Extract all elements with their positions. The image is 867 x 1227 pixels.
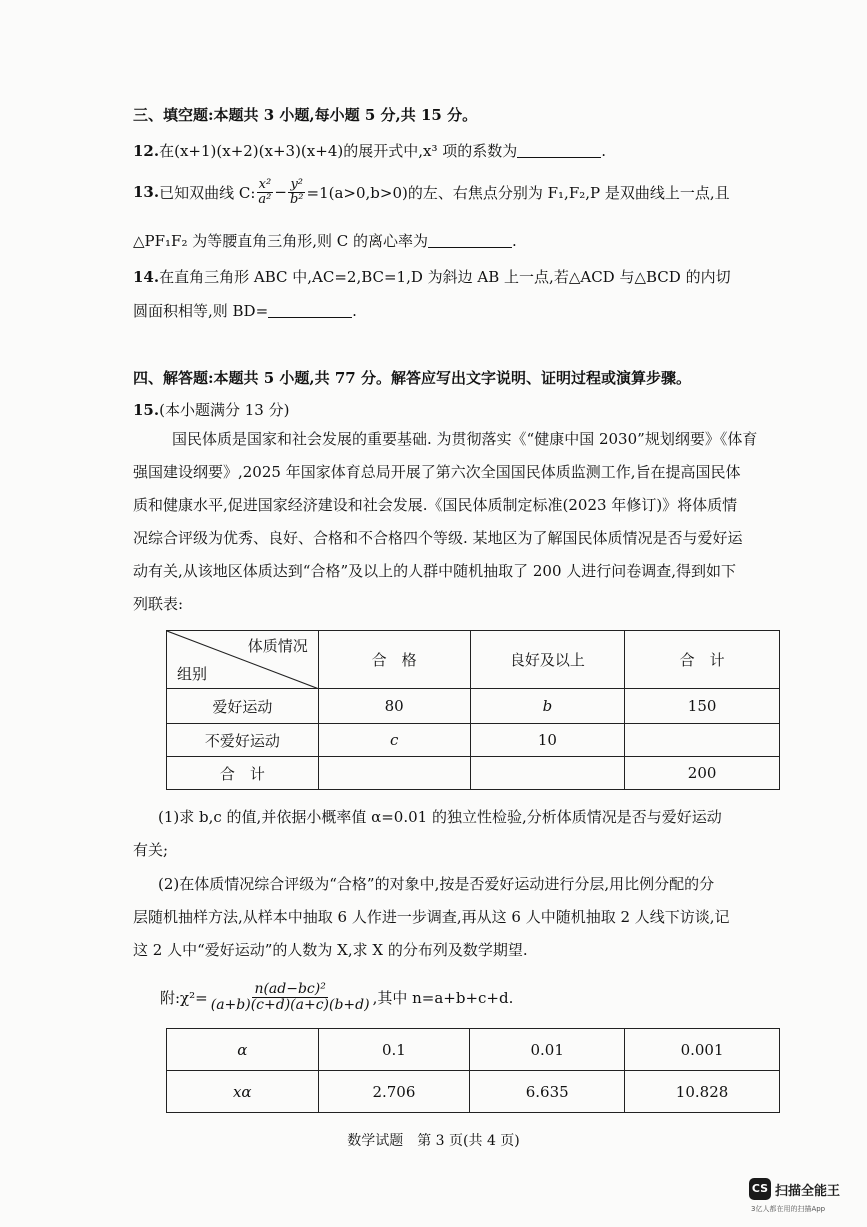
- question-number: 13.: [133, 183, 160, 201]
- table-cell: xα: [167, 1071, 319, 1113]
- table-cell: 80: [318, 689, 470, 724]
- fraction-numerator: y²: [290, 176, 304, 192]
- row-label: 合 计: [167, 757, 319, 790]
- question-number: 15.: [133, 401, 160, 419]
- question-13: [133, 172, 730, 212]
- part-2-line: (2)在体质情况综合评级为“合格”的对象中,按是否爱好运动进行分层,用比例分配的分: [158, 875, 715, 893]
- intro-line: 况综合评级为优秀、良好、合格和不合格四个等级. 某地区为了解国民体质情况是否与爱好运: [133, 529, 743, 547]
- answer-blank: [517, 142, 601, 158]
- question-text: 在直角三角形 ABC 中,AC=2,BC=1,D 为斜边 AB 上一点,若△ACD 与△BCD 的内切: [159, 268, 731, 286]
- fraction-numerator: x²: [258, 176, 272, 192]
- part-2-line: 这 2 人中“爱好运动”的人数为 X,求 X 的分布列及数学期望.: [133, 941, 528, 959]
- page-footer: 数学试题 第 3 页(共 4 页): [347, 1133, 520, 1149]
- intro-line: 国民体质是国家和社会发展的重要基础. 为贯彻落实《“健康中国 2030”规划纲要》《体育: [172, 430, 758, 448]
- table-cell: b: [470, 689, 625, 724]
- table-cell: α: [167, 1029, 319, 1071]
- table-cell: 10: [470, 724, 625, 757]
- corner-bottom-label: 组别: [177, 665, 208, 683]
- table-header: 合 格: [318, 631, 470, 689]
- question-15-header: [133, 399, 289, 420]
- contingency-table: [166, 630, 780, 790]
- table-cell: 150: [625, 689, 780, 724]
- question-number: 14.: [133, 268, 160, 286]
- question-text: 已知双曲线 C:: [159, 183, 256, 202]
- answer-blank: [268, 302, 352, 318]
- part-1-line: 有关;: [133, 841, 169, 859]
- table-cell: 2.706: [318, 1071, 470, 1113]
- table-cell: [318, 757, 470, 790]
- formula-numerator: n(ad−bc)²: [254, 980, 326, 997]
- table-header: 合 计: [625, 631, 780, 689]
- fraction-denominator: b²: [289, 191, 304, 207]
- table-cell: 0.001: [625, 1029, 780, 1071]
- fraction-y2-b2: [288, 178, 306, 206]
- answer-blank: [428, 232, 512, 248]
- question-text: △PF₁F₂ 为等腰直角三角形,则 C 的离心率为: [133, 232, 429, 250]
- table-row: [167, 1029, 780, 1071]
- formula-fraction: [209, 982, 372, 1012]
- watermark-name: 扫描全能王: [775, 1184, 841, 1199]
- section-4-heading: 四、解答题:本题共 5 小题,共 77 分。解答应写出文字说明、证明过程或演算步骤。: [133, 369, 691, 387]
- period: .: [352, 302, 357, 320]
- row-label: 爱好运动: [167, 689, 319, 724]
- table-header: 良好及以上: [470, 631, 625, 689]
- scanner-watermark: [749, 1178, 859, 1218]
- fraction-x2-a2: [256, 178, 273, 206]
- camscanner-logo-icon: CS: [749, 1178, 771, 1200]
- intro-line: 质和健康水平,促进国家经济建设和社会发展.《国民体质制定标准(2023 年修订)》将体质情: [133, 496, 738, 514]
- corner-top-label: 体质情况: [247, 637, 308, 655]
- table-row: [167, 689, 780, 724]
- question-14-line-2: [133, 300, 357, 321]
- table-cell: c: [318, 724, 470, 757]
- table-row: [167, 724, 780, 757]
- table-cell: 0.1: [318, 1029, 470, 1071]
- minus-sign: −: [274, 183, 287, 201]
- question-12: [133, 140, 606, 161]
- question-text: =1(a>0,b>0)的左、右焦点分别为 F₁,F₂,P 是双曲线上一点,且: [306, 183, 730, 202]
- period: .: [512, 232, 517, 250]
- formula-prefix: 附:χ²=: [160, 988, 208, 1007]
- formula-denominator: (a+b)(c+d)(a+c)(b+d): [210, 996, 370, 1013]
- question-14: [133, 266, 731, 287]
- table-cell: [625, 724, 780, 757]
- table-cell: 0.01: [470, 1029, 625, 1071]
- section-3-heading: 三、填空题:本题共 3 小题,每小题 5 分,共 15 分。: [133, 106, 478, 124]
- intro-line: 强国建设纲要》,2025 年国家体育总局开展了第六次全国国民体质监测工作,旨在提高国民体: [133, 463, 741, 481]
- watermark-subtitle: 3亿人都在用的扫描App: [751, 1205, 826, 1213]
- question-13-line-2: [133, 230, 517, 251]
- question-text: 圆面积相等,则 BD=: [133, 302, 269, 320]
- formula-suffix: ,其中 n=a+b+c+d.: [372, 988, 514, 1007]
- row-label: 不爱好运动: [167, 724, 319, 757]
- table-corner-cell: [167, 631, 319, 689]
- question-score: (本小题满分 13 分): [159, 401, 290, 419]
- intro-line: 列联表:: [133, 595, 184, 613]
- table-row: [167, 757, 780, 790]
- table-row: [167, 1071, 780, 1113]
- table-cell: [470, 757, 625, 790]
- part-2-line: 层随机抽样方法,从样本中抽取 6 人作进一步调查,再从这 6 人中随机抽取 2 人线下访谈,记: [133, 908, 730, 926]
- table-cell: 200: [625, 757, 780, 790]
- chi-square-formula: [160, 974, 513, 1020]
- question-text: 在(x+1)(x+2)(x+3)(x+4)的展开式中,x³ 项的系数为: [159, 142, 518, 160]
- period: .: [601, 142, 607, 160]
- critical-value-table: [166, 1028, 780, 1113]
- fraction-denominator: a²: [258, 191, 272, 207]
- intro-line: 动有关,从该地区体质达到“合格”及以上的人群中随机抽取了 200 人进行问卷调查,得到如下: [133, 562, 737, 580]
- question-number: 12.: [133, 142, 160, 160]
- table-cell: 10.828: [625, 1071, 780, 1113]
- part-1-line: (1)求 b,c 的值,并依据小概率值 α=0.01 的独立性检验,分析体质情况是否与爱好运动: [158, 808, 722, 826]
- table-cell: 6.635: [470, 1071, 625, 1113]
